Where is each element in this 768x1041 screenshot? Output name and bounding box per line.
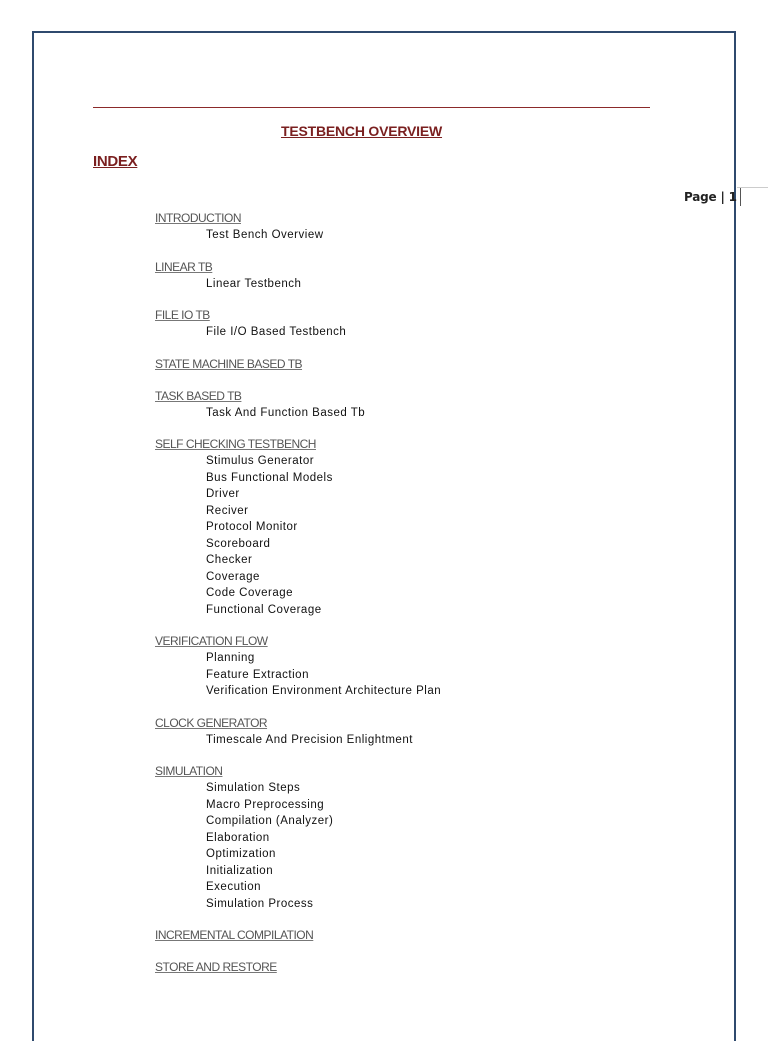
toc-item: Driver	[206, 488, 240, 500]
toc-item: Checker	[206, 554, 253, 566]
header-rule	[93, 107, 650, 108]
toc-item: Macro Preprocessing	[206, 798, 325, 811]
page-number: Page | 1	[684, 188, 741, 206]
toc-item: Optimization	[206, 848, 276, 860]
toc-item: Linear Testbench	[206, 277, 302, 290]
toc-item: Simulation Steps	[206, 782, 301, 794]
toc-item: Compilation (Analyzer)	[206, 815, 334, 827]
toc-item: Test Bench Overview	[206, 229, 324, 241]
toc-heading-link[interactable]: VERIFICATION FLOW	[155, 634, 268, 648]
toc-item: Initialization	[206, 864, 274, 877]
toc-item: Planning	[206, 652, 255, 664]
document-title: TESTBENCH OVERVIEW	[280, 123, 443, 139]
toc-item: Simulation Process	[206, 897, 314, 910]
toc-item: Verification Environment Architecture Plan	[206, 685, 442, 697]
toc-section	[155, 306, 635, 341]
toc-heading-link[interactable]: SIMULATION	[155, 764, 223, 778]
toc-heading-link[interactable]: STORE AND RESTORE	[155, 960, 277, 974]
toc-item: Protocol Monitor	[206, 521, 298, 533]
toc-section	[155, 355, 635, 373]
toc-item: Feature Extraction	[206, 668, 309, 681]
toc-item: Scoreboard	[206, 537, 271, 550]
toc-item: File I/O Based Testbench	[206, 326, 347, 338]
toc-item: Task And Function Based Tb	[206, 406, 366, 419]
table-of-contents	[155, 209, 635, 990]
toc-section	[155, 435, 635, 618]
toc-item: Coverage	[206, 570, 260, 583]
toc-section	[155, 209, 635, 244]
toc-item: Timescale And Precision Enlightment	[206, 733, 413, 746]
toc-heading-link[interactable]: SELF CHECKING TESTBENCH	[155, 437, 316, 451]
toc-item: Elaboration	[206, 831, 270, 844]
index-heading: INDEX	[93, 153, 138, 170]
toc-section	[155, 926, 635, 944]
page-number-rule	[737, 187, 768, 188]
toc-section	[155, 387, 635, 422]
toc-section	[155, 632, 635, 700]
toc-section	[155, 762, 635, 912]
toc-section	[155, 258, 635, 293]
toc-item: Bus Functional Models	[206, 471, 333, 484]
toc-section	[155, 958, 635, 976]
toc-heading-link[interactable]: INCREMENTAL COMPILATION	[155, 928, 314, 942]
toc-heading-link[interactable]: LINEAR TB	[155, 259, 213, 274]
toc-item: Reciver	[206, 504, 249, 517]
toc-heading-link[interactable]: CLOCK GENERATOR	[155, 715, 268, 730]
toc-item: Stimulus Generator	[206, 455, 315, 467]
toc-heading-link[interactable]: INTRODUCTION	[155, 211, 241, 225]
toc-item: Execution	[206, 881, 262, 893]
toc-heading-link[interactable]: FILE IO TB	[155, 308, 210, 322]
toc-item: Functional Coverage	[206, 603, 322, 616]
toc-section	[155, 714, 635, 749]
toc-heading-link[interactable]: TASK BASED TB	[155, 388, 242, 403]
toc-item: Code Coverage	[206, 587, 294, 599]
toc-heading-link[interactable]: STATE MACHINE BASED TB	[155, 356, 303, 371]
